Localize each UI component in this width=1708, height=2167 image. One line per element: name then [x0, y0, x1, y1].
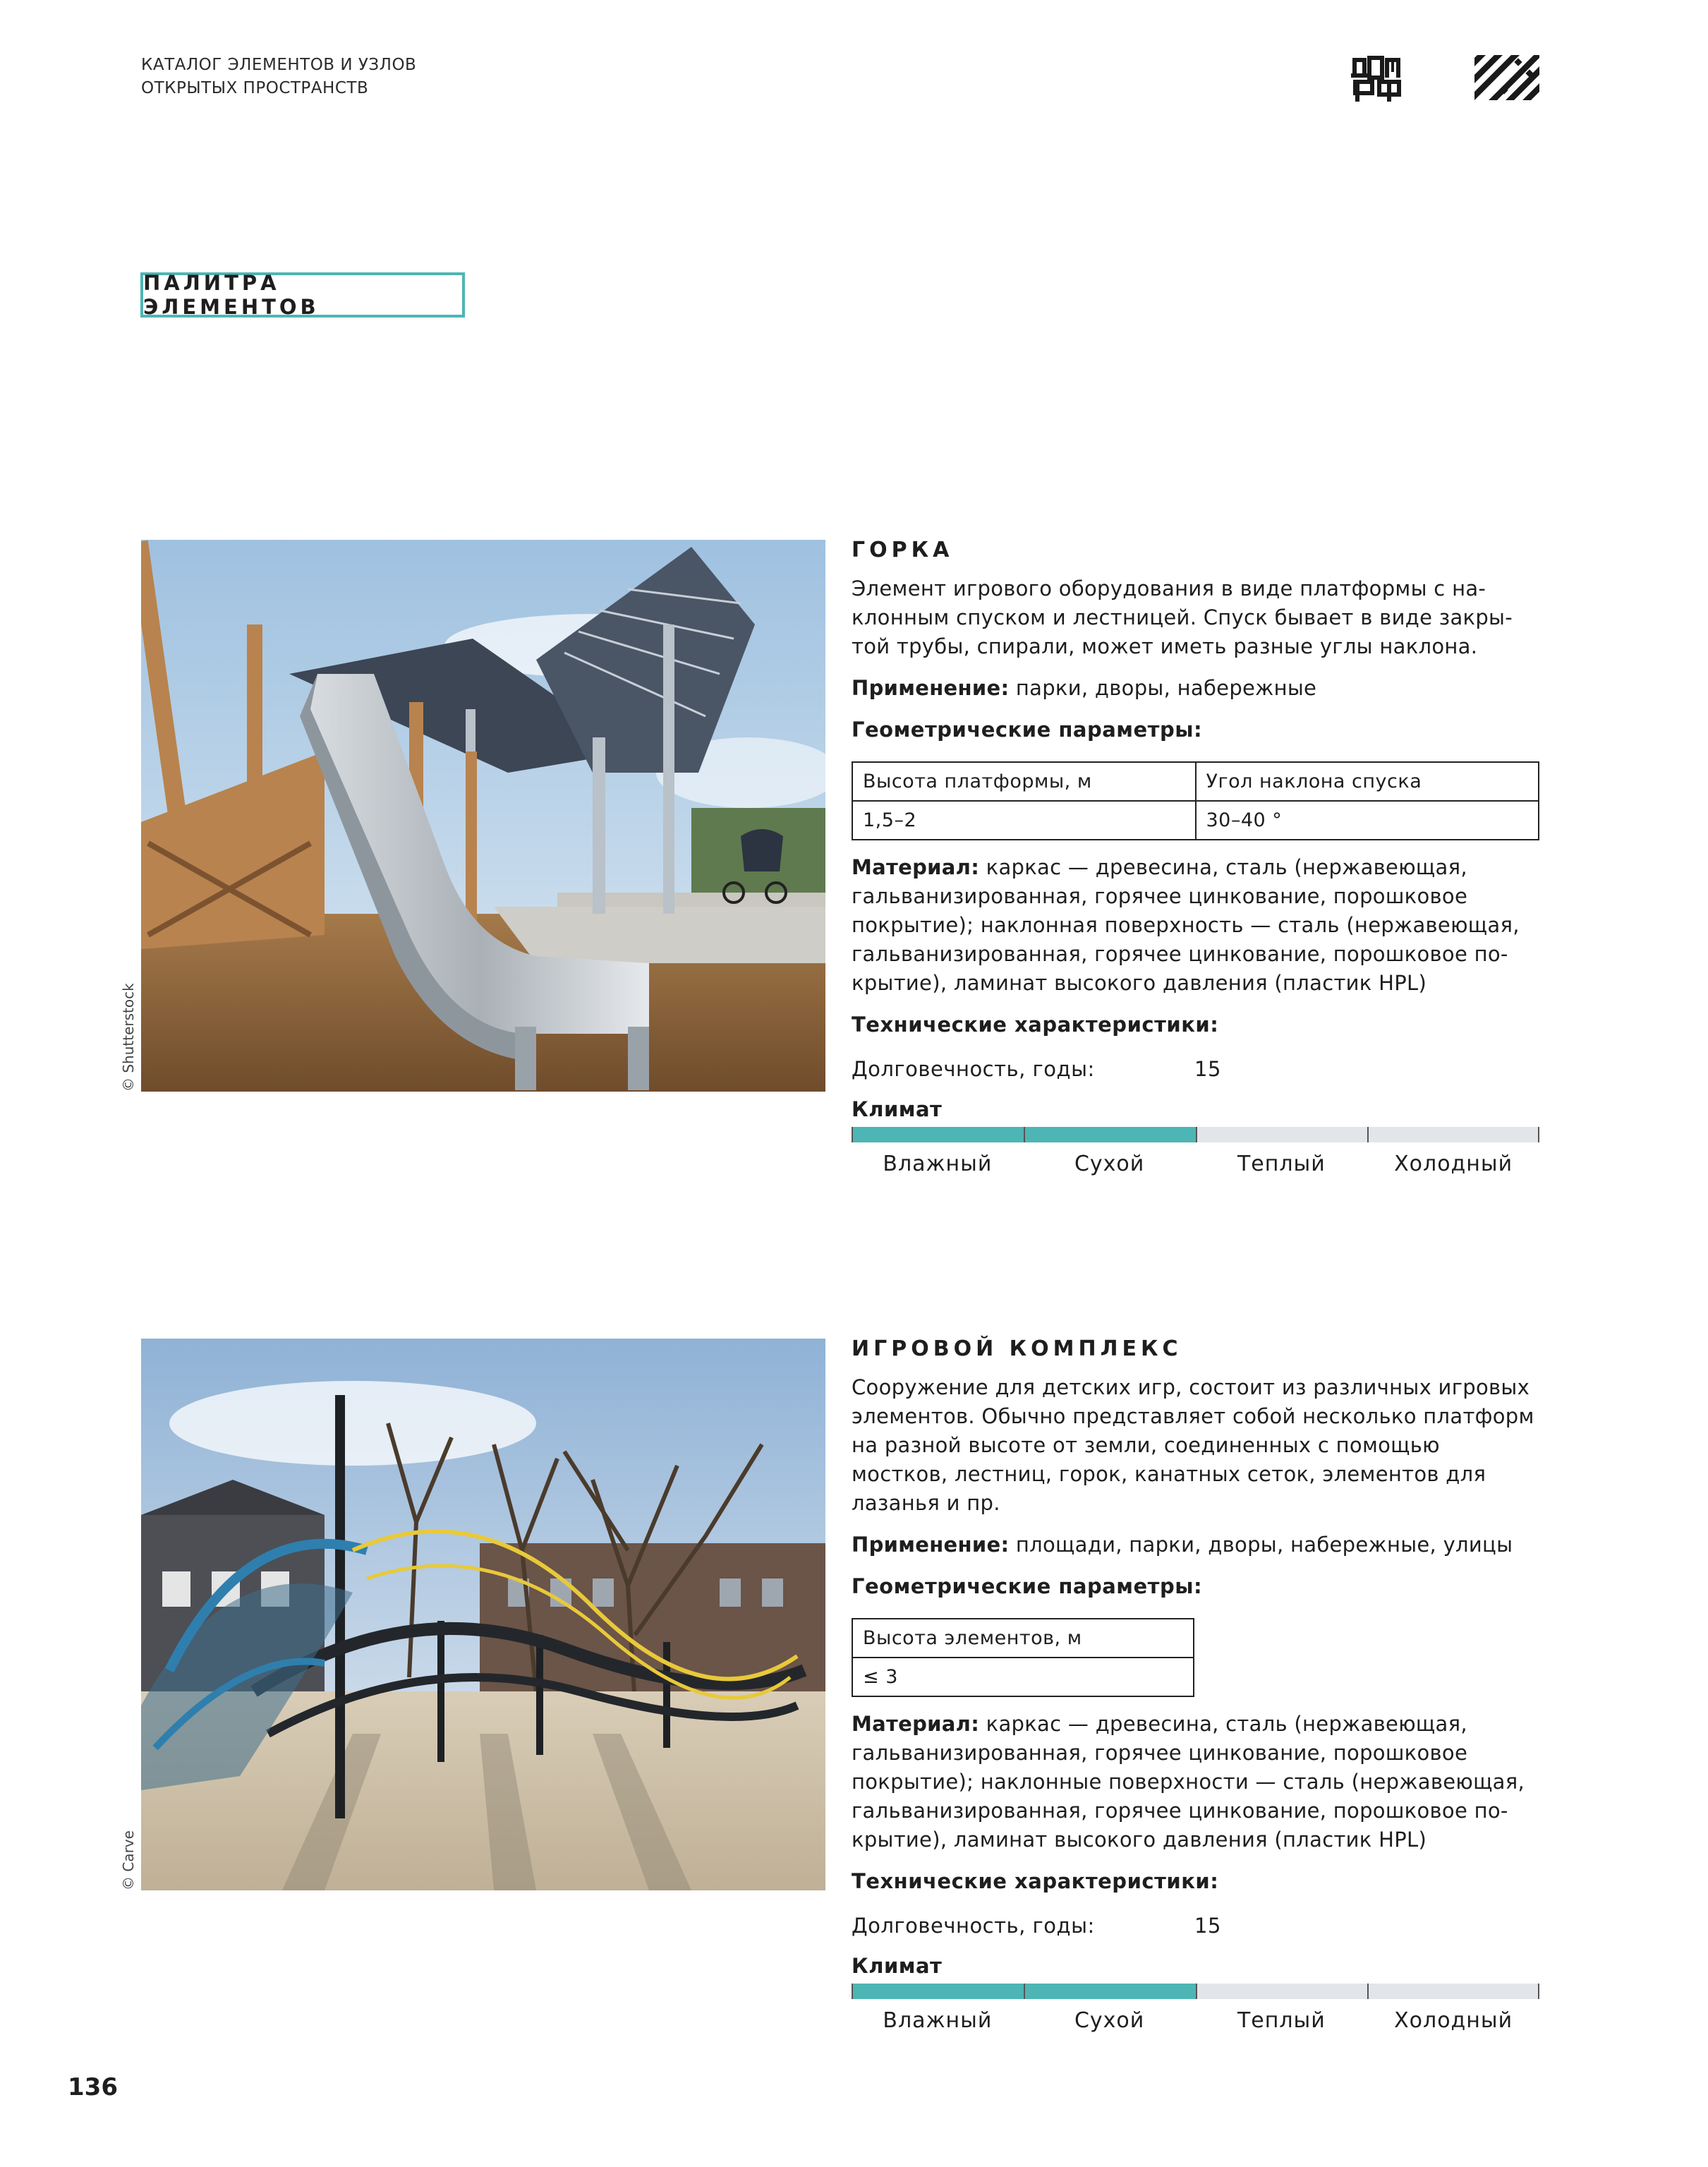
durability-value: 15 — [1194, 1914, 1221, 1938]
catalog-title-line1: КАТАЛОГ ЭЛЕМЕНТОВ И УЗЛОВ — [141, 56, 417, 74]
durability-label: Долговечность, годы: — [852, 1914, 1095, 1938]
tech-title: Технические характеристики: — [852, 1013, 1219, 1037]
tech-title: Технические характеристики: — [852, 1869, 1219, 1893]
item-title-play-complex: ИГРОВОЙ КОМПЛЕКС — [852, 1336, 1182, 1361]
geometry-title: Геометрические параметры: — [852, 718, 1203, 742]
item-application: Применение: площади, парки, дворы, набережные, улицы — [852, 1533, 1513, 1557]
play-complex-photo — [141, 1339, 825, 1890]
item-application: Применение: парки, дворы, набережные — [852, 676, 1317, 700]
item-slide — [852, 538, 1539, 1178]
durability-row — [852, 1055, 1539, 1084]
climate-bar-fill — [1024, 1127, 1196, 1142]
diagonal-pattern-logo-icon — [1474, 55, 1539, 100]
climate-label: Теплый — [1237, 2008, 1326, 2033]
climate-label: Влажный — [883, 2008, 993, 2033]
durability-value: 15 — [1194, 1057, 1221, 1081]
photo-credit-2: © Carve — [120, 1830, 137, 1890]
geometry-value: ≤ 3 — [852, 1658, 1194, 1696]
climate-title: Климат — [852, 1954, 943, 1978]
geometry-value: 1,5–2 — [852, 801, 1196, 840]
climate-segment — [852, 1127, 1024, 1178]
climate-bar-fill — [852, 1127, 1024, 1142]
item-material: Материал: каркас — древесина, сталь (нержавеющая, гальванизированная, горячее цинкование, порошковое покрытие); наклонные поверхности — сталь (нержавеющая, гальванизированная, горячее цинкование, порошковое по-крытие), ламинат высокого давления (пластик HPL) — [852, 1712, 1525, 1852]
photo-credit-1: © Shutterstock — [120, 983, 137, 1092]
climate-segment — [1367, 1984, 1539, 2035]
item-material: Материал: каркас — древесина, сталь (нержавеющая, гальванизированная, горячее цинкование, порошковое покрытие); наклонная поверхность — сталь (нержавеющая, гальванизированная, горячее цинкование, порошковое по-крытие), ламинат высокого давления (пластик HPL) — [852, 855, 1520, 995]
climate-segment — [1196, 1127, 1368, 1178]
climate-bar-fill — [1024, 1984, 1196, 1999]
slide-photo — [141, 540, 825, 1092]
geometry-header: Высота платформы, м — [852, 762, 1196, 801]
climate-label: Влажный — [883, 1152, 993, 1176]
item-play-complex — [852, 1336, 1539, 2035]
climate-segment — [1367, 1127, 1539, 1178]
climate-label: Холодный — [1394, 1152, 1513, 1176]
climate-title: Климат — [852, 1097, 943, 1121]
durability-label: Долговечность, годы: — [852, 1057, 1095, 1081]
section-badge: ПАЛИТРА ЭЛЕМЕНТОВ — [140, 272, 465, 318]
durability-row — [852, 1912, 1539, 1940]
geometry-table — [852, 761, 1539, 840]
climate-scale — [852, 1127, 1539, 1178]
climate-label: Сухой — [1074, 1152, 1145, 1176]
climate-bar-fill — [1196, 1984, 1368, 1999]
geometry-header: Угол наклона спуска — [1196, 762, 1539, 801]
dom-rf-logo-icon — [1351, 55, 1402, 103]
catalog-title — [141, 54, 416, 100]
climate-bar-fill — [1367, 1127, 1539, 1142]
climate-segment — [1024, 1127, 1196, 1178]
geometry-value: 30–40 ° — [1196, 801, 1539, 840]
climate-segment — [1196, 1984, 1368, 2035]
page-number: 136 — [68, 2073, 118, 2101]
item-description: Элемент игрового оборудования в виде платформы с на-клонным спуском и лестницей. Спуск бывает в виде закры-той трубы, спирали, может иметь разные углы наклона. — [852, 577, 1513, 658]
item-description: Сооружение для детских игр, состоит из различных игровых элементов. Обычно представляет собой несколько платформ на разной высоте от земли, соединенных с помощью мостков, лестниц, горок, канатных сеток, элементов для лазанья и пр. — [852, 1375, 1534, 1515]
climate-segment — [1024, 1984, 1196, 2035]
climate-label: Холодный — [1394, 2008, 1513, 2033]
climate-bar-fill — [1367, 1984, 1539, 1999]
climate-bar-fill — [852, 1984, 1024, 1999]
geometry-header: Высота элементов, м — [852, 1619, 1194, 1658]
climate-scale — [852, 1984, 1539, 2035]
climate-label: Сухой — [1074, 2008, 1145, 2033]
geometry-table — [852, 1618, 1194, 1697]
item-title-slide: ГОРКА — [852, 538, 954, 562]
climate-segment — [852, 1984, 1024, 2035]
catalog-title-line2: ОТКРЫТЫХ ПРОСТРАНСТВ — [141, 79, 369, 97]
climate-label: Теплый — [1237, 1152, 1326, 1176]
climate-bar-fill — [1196, 1127, 1368, 1142]
geometry-title: Геометрические параметры: — [852, 1574, 1203, 1598]
